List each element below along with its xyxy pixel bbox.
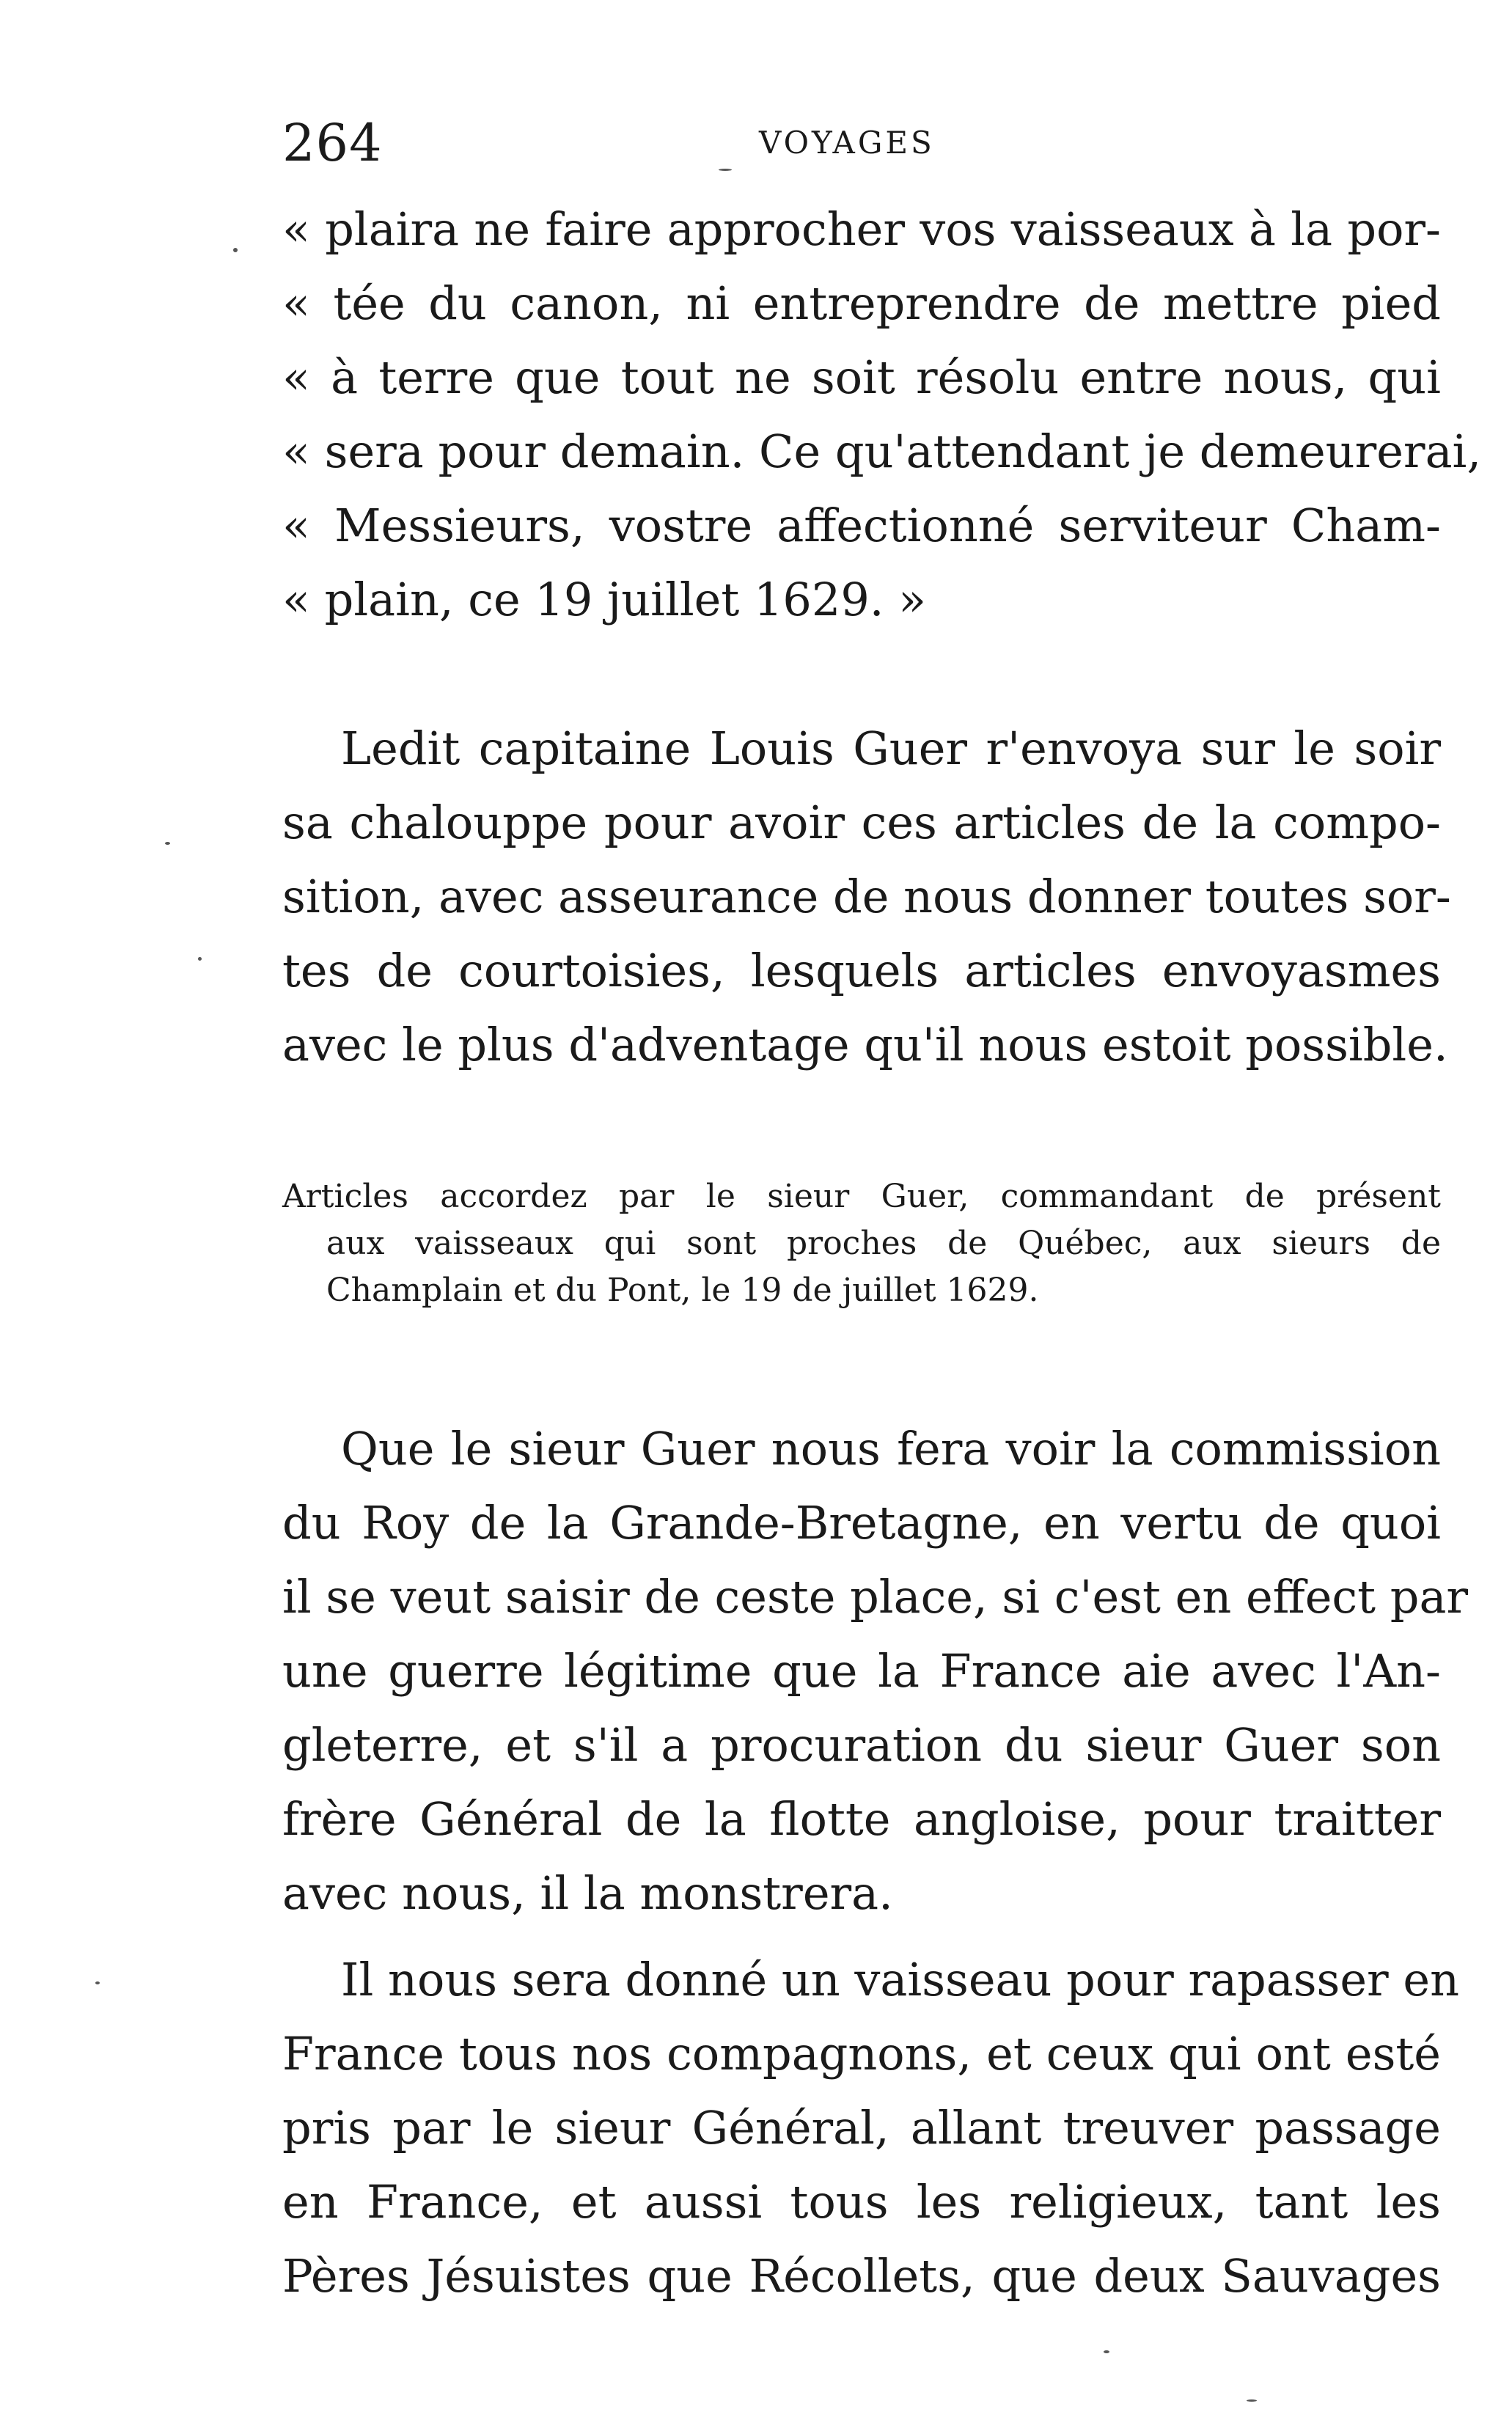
text-line: pris par le sieur Général, allant treuver passage [282,2101,1441,2155]
paragraph [282,711,1451,1082]
text-line: « Messieurs, vostre affectionné serviteur Cham- [282,499,1441,552]
text-line: « plaira ne faire approcher vos vaisseaux à la por- [282,202,1441,256]
text-line: sition, avec asseurance de nous donner toutes sor- [282,870,1451,923]
text-line: il se veut saisir de ceste place, si c'est en effect par [282,1570,1469,1624]
text-line: sa chalouppe pour avoir ces articles de la compo- [282,796,1441,849]
quoted-letter [282,192,1482,637]
text-line: avec nous, il la monstrera. [282,1866,893,1920]
text-line: une guerre légitime que la France aie avec l'An- [282,1644,1441,1698]
print-speck [1104,2350,1109,2353]
text-line: gleterre, et s'il a procuration du sieur Guer son [282,1718,1441,1772]
paragraph [282,1412,1469,1930]
text-line: Que le sieur Guer nous fera voir la commission [341,1422,1441,1475]
text-line: Il nous sera donné un vaisseau pour rapasser en [341,1953,1459,2006]
caption-line: aux vaisseaux qui sont proches de Québec, aux sieurs de [326,1225,1441,1262]
text-line: France tous nos compagnons, et ceux qui ont esté [282,2027,1441,2080]
print-speck [719,169,732,171]
text-line: « sera pour demain. Ce qu'attendant je demeurerai, [282,425,1482,478]
print-speck [95,1981,100,1984]
print-speck [233,248,238,252]
print-speck [165,842,170,845]
section-caption [282,1173,1441,1314]
text-line: frère Général de la flotte angloise, pour traitter [282,1792,1441,1846]
text-line: du Roy de la Grande-Bretagne, en vertu de quoi [282,1496,1441,1550]
text-line: Ledit capitaine Louis Guer r'envoya sur le soir [341,722,1441,775]
page-number: 264 [282,113,383,173]
running-title: VOYAGES [759,125,935,161]
text-line: « plain, ce 19 juillet 1629. » [282,573,927,626]
text-line: tes de courtoisies, lesquels articles envoyasmes [282,944,1441,997]
text-line: « tée du canon, ni entreprendre de mettre pied [282,276,1441,330]
print-speck [198,957,202,961]
caption-line: Articles accordez par le sieur Guer, commandant de présent [282,1178,1441,1215]
print-speck [1247,2399,1257,2402]
text-line: en France, et aussi tous les religieux, tant les [282,2175,1441,2229]
text-line: Pères Jésuistes que Récollets, que deux Sauvages [282,2249,1441,2303]
caption-line: Champlain et du Pont, le 19 de juillet 1629. [326,1272,1039,1309]
text-line: « à terre que tout ne soit résolu entre nous, qui [282,351,1441,404]
paragraph [282,1943,1459,2313]
running-head [282,110,1441,176]
text-line: avec le plus d'adventage qu'il nous estoit possible. [282,1018,1448,1071]
